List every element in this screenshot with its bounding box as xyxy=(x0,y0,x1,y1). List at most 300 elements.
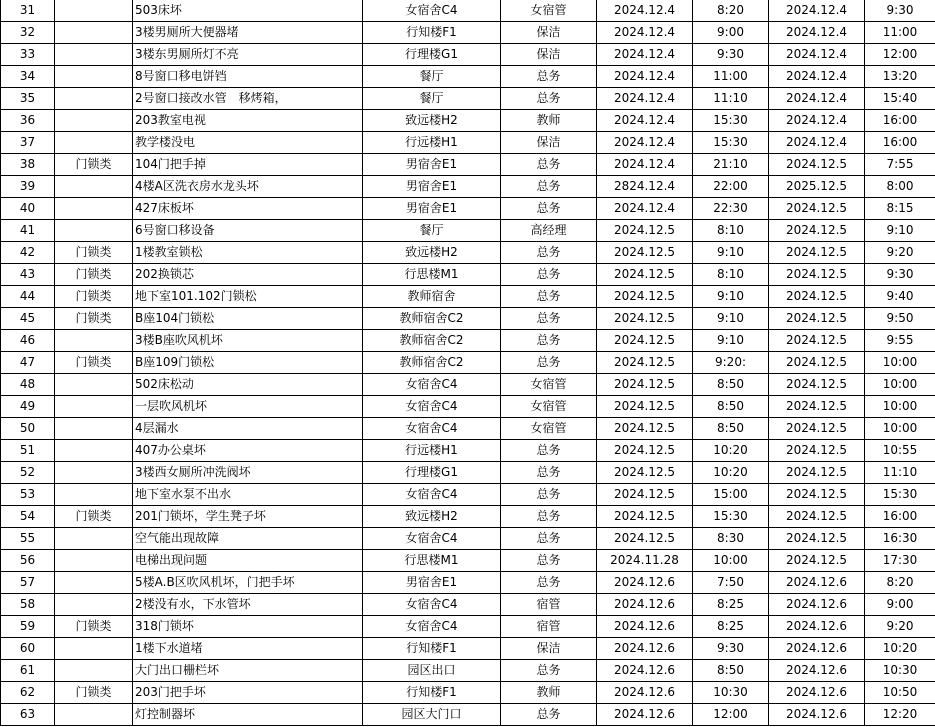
location-cell: 女宿舍C4 xyxy=(363,594,501,616)
row-number-cell: 63 xyxy=(1,704,55,726)
completion-time-cell: 9:30 xyxy=(865,0,935,22)
category-cell xyxy=(55,572,133,594)
row-number-cell: 57 xyxy=(1,572,55,594)
reporter-cell: 女宿管 xyxy=(501,0,597,22)
report-time-cell: 8:50 xyxy=(693,418,769,440)
location-cell: 女宿舍C4 xyxy=(363,484,501,506)
report-date-cell: 2024.12.5 xyxy=(597,352,693,374)
category-cell xyxy=(55,110,133,132)
report-time-cell: 8:30 xyxy=(693,528,769,550)
completion-time-cell: 11:00 xyxy=(865,22,935,44)
completion-time-cell: 10:00 xyxy=(865,418,935,440)
completion-date-cell: 2024.12.6 xyxy=(769,572,865,594)
completion-time-cell: 15:30 xyxy=(865,484,935,506)
completion-date-cell: 2024.12.5 xyxy=(769,352,865,374)
category-cell xyxy=(55,594,133,616)
location-cell: 园区出口 xyxy=(363,660,501,682)
location-cell: 餐厅 xyxy=(363,88,501,110)
completion-time-cell: 11:10 xyxy=(865,462,935,484)
completion-time-cell: 15:40 xyxy=(865,88,935,110)
issue-description-cell: 3楼东男厕所灯不亮 xyxy=(133,44,363,66)
location-cell: 行理楼G1 xyxy=(363,44,501,66)
table-row xyxy=(1,506,935,528)
location-cell: 女宿舍C4 xyxy=(363,418,501,440)
completion-time-cell: 13:20 xyxy=(865,66,935,88)
reporter-cell: 总务 xyxy=(501,440,597,462)
report-time-cell: 15:30 xyxy=(693,506,769,528)
issue-description-cell: 大门出口栅栏坏 xyxy=(133,660,363,682)
issue-description-cell: 201门锁坏，学生凳子坏 xyxy=(133,506,363,528)
report-time-cell: 7:50 xyxy=(693,572,769,594)
row-number-cell: 56 xyxy=(1,550,55,572)
table-row xyxy=(1,484,935,506)
completion-time-cell: 9:20 xyxy=(865,616,935,638)
table-row xyxy=(1,396,935,418)
location-cell: 教师宿舍C2 xyxy=(363,330,501,352)
completion-date-cell: 2024.12.4 xyxy=(769,44,865,66)
row-number-cell: 61 xyxy=(1,660,55,682)
issue-description-cell: 4层漏水 xyxy=(133,418,363,440)
table-row xyxy=(1,308,935,330)
category-cell: 门锁类 xyxy=(55,264,133,286)
row-number-cell: 58 xyxy=(1,594,55,616)
row-number-cell: 43 xyxy=(1,264,55,286)
table-row xyxy=(1,198,935,220)
completion-date-cell: 2024.12.4 xyxy=(769,110,865,132)
completion-time-cell: 16:00 xyxy=(865,506,935,528)
report-date-cell: 2024.12.5 xyxy=(597,220,693,242)
completion-date-cell: 2024.12.4 xyxy=(769,0,865,22)
report-time-cell: 9:20: xyxy=(693,352,769,374)
report-time-cell: 22:00 xyxy=(693,176,769,198)
completion-date-cell: 2024.12.5 xyxy=(769,462,865,484)
report-time-cell: 15:30 xyxy=(693,110,769,132)
issue-description-cell: B座109门锁松 xyxy=(133,352,363,374)
reporter-cell: 保洁 xyxy=(501,22,597,44)
reporter-cell: 宿管 xyxy=(501,594,597,616)
category-cell xyxy=(55,374,133,396)
table-row xyxy=(1,220,935,242)
category-cell: 门锁类 xyxy=(55,682,133,704)
report-date-cell: 2024.12.5 xyxy=(597,528,693,550)
row-number-cell: 47 xyxy=(1,352,55,374)
issue-description-cell: 1楼教室锁松 xyxy=(133,242,363,264)
report-date-cell: 2024.12.4 xyxy=(597,88,693,110)
category-cell xyxy=(55,198,133,220)
table-row xyxy=(1,264,935,286)
issue-description-cell: B座104门锁松 xyxy=(133,308,363,330)
completion-date-cell: 2024.12.4 xyxy=(769,132,865,154)
completion-date-cell: 2024.12.6 xyxy=(769,638,865,660)
issue-description-cell: 1楼下水道堵 xyxy=(133,638,363,660)
location-cell: 女宿舍C4 xyxy=(363,528,501,550)
category-cell xyxy=(55,440,133,462)
report-time-cell: 10:00 xyxy=(693,550,769,572)
completion-time-cell: 12:00 xyxy=(865,44,935,66)
location-cell: 女宿舍C4 xyxy=(363,396,501,418)
row-number-cell: 49 xyxy=(1,396,55,418)
completion-time-cell: 10:00 xyxy=(865,352,935,374)
table-row xyxy=(1,88,935,110)
report-time-cell: 9:10 xyxy=(693,242,769,264)
completion-date-cell: 2024.12.5 xyxy=(769,198,865,220)
row-number-cell: 55 xyxy=(1,528,55,550)
report-time-cell: 11:10 xyxy=(693,88,769,110)
report-date-cell: 2024.12.6 xyxy=(597,638,693,660)
reporter-cell: 总务 xyxy=(501,660,597,682)
completion-date-cell: 2024.12.5 xyxy=(769,396,865,418)
completion-date-cell: 2024.12.5 xyxy=(769,440,865,462)
report-date-cell: 2024.12.4 xyxy=(597,0,693,22)
report-date-cell: 2024.12.5 xyxy=(597,418,693,440)
category-cell: 门锁类 xyxy=(55,616,133,638)
report-date-cell: 2024.12.5 xyxy=(597,374,693,396)
report-date-cell: 2024.12.5 xyxy=(597,440,693,462)
category-cell xyxy=(55,528,133,550)
location-cell: 餐厅 xyxy=(363,220,501,242)
table-row xyxy=(1,154,935,176)
row-number-cell: 35 xyxy=(1,88,55,110)
location-cell: 行知楼F1 xyxy=(363,638,501,660)
completion-time-cell: 8:00 xyxy=(865,176,935,198)
issue-description-cell: 地下室101.102门锁松 xyxy=(133,286,363,308)
location-cell: 餐厅 xyxy=(363,66,501,88)
reporter-cell: 女宿管 xyxy=(501,396,597,418)
row-number-cell: 62 xyxy=(1,682,55,704)
report-date-cell: 2024.12.4 xyxy=(597,198,693,220)
report-time-cell: 8:10 xyxy=(693,220,769,242)
location-cell: 女宿舍C4 xyxy=(363,0,501,22)
report-time-cell: 9:30 xyxy=(693,44,769,66)
category-cell xyxy=(55,22,133,44)
issue-description-cell: 一层吹风机坏 xyxy=(133,396,363,418)
completion-date-cell: 2024.12.5 xyxy=(769,550,865,572)
row-number-cell: 44 xyxy=(1,286,55,308)
table-row xyxy=(1,638,935,660)
category-cell xyxy=(55,66,133,88)
completion-date-cell: 2024.12.6 xyxy=(769,682,865,704)
completion-date-cell: 2024.12.6 xyxy=(769,660,865,682)
completion-date-cell: 2024.12.5 xyxy=(769,308,865,330)
location-cell: 男宿舍E1 xyxy=(363,198,501,220)
row-number-cell: 48 xyxy=(1,374,55,396)
issue-description-cell: 电梯出现问题 xyxy=(133,550,363,572)
row-number-cell: 33 xyxy=(1,44,55,66)
reporter-cell: 总务 xyxy=(501,352,597,374)
location-cell: 行知楼F1 xyxy=(363,22,501,44)
category-cell xyxy=(55,88,133,110)
completion-date-cell: 2024.12.4 xyxy=(769,22,865,44)
category-cell: 门锁类 xyxy=(55,308,133,330)
completion-time-cell: 10:30 xyxy=(865,660,935,682)
issue-description-cell: 502床松动 xyxy=(133,374,363,396)
location-cell: 女宿舍C4 xyxy=(363,616,501,638)
report-date-cell: 2024.12.4 xyxy=(597,154,693,176)
report-time-cell: 8:25 xyxy=(693,594,769,616)
issue-description-cell: 407办公桌坏 xyxy=(133,440,363,462)
category-cell xyxy=(55,0,133,22)
issue-description-cell: 3楼西女厕所冲洗阀坏 xyxy=(133,462,363,484)
report-date-cell: 2024.12.5 xyxy=(597,242,693,264)
reporter-cell: 总务 xyxy=(501,154,597,176)
category-cell xyxy=(55,550,133,572)
report-date-cell: 2024.12.6 xyxy=(597,616,693,638)
reporter-cell: 总务 xyxy=(501,286,597,308)
row-number-cell: 53 xyxy=(1,484,55,506)
location-cell: 男宿舍E1 xyxy=(363,572,501,594)
completion-time-cell: 10:20 xyxy=(865,638,935,660)
location-cell: 园区大门口 xyxy=(363,704,501,726)
issue-description-cell: 318门锁坏 xyxy=(133,616,363,638)
report-time-cell: 9:10 xyxy=(693,330,769,352)
report-date-cell: 2024.12.6 xyxy=(597,594,693,616)
report-date-cell: 2024.12.5 xyxy=(597,264,693,286)
row-number-cell: 59 xyxy=(1,616,55,638)
issue-description-cell: 灯控制器坏 xyxy=(133,704,363,726)
category-cell xyxy=(55,704,133,726)
table-row xyxy=(1,440,935,462)
issue-description-cell: 2楼没有水，下水管坏 xyxy=(133,594,363,616)
completion-time-cell: 16:30 xyxy=(865,528,935,550)
row-number-cell: 31 xyxy=(1,0,55,22)
table-row xyxy=(1,572,935,594)
location-cell: 致远楼H2 xyxy=(363,242,501,264)
location-cell: 致远楼H2 xyxy=(363,506,501,528)
table-row xyxy=(1,110,935,132)
completion-date-cell: 2024.12.5 xyxy=(769,154,865,176)
completion-time-cell: 16:00 xyxy=(865,132,935,154)
reporter-cell: 总务 xyxy=(501,66,597,88)
completion-time-cell: 10:50 xyxy=(865,682,935,704)
category-cell xyxy=(55,132,133,154)
report-date-cell: 2024.12.4 xyxy=(597,110,693,132)
table-row xyxy=(1,616,935,638)
report-date-cell: 2024.12.4 xyxy=(597,66,693,88)
reporter-cell: 总务 xyxy=(501,704,597,726)
report-time-cell: 12:00 xyxy=(693,704,769,726)
completion-time-cell: 9:40 xyxy=(865,286,935,308)
table-row xyxy=(1,528,935,550)
issue-description-cell: 5楼A.B区吹风机坏，门把手坏 xyxy=(133,572,363,594)
completion-time-cell: 16:00 xyxy=(865,110,935,132)
completion-date-cell: 2024.12.5 xyxy=(769,506,865,528)
completion-date-cell: 2024.12.5 xyxy=(769,418,865,440)
table-row xyxy=(1,660,935,682)
completion-time-cell: 9:10 xyxy=(865,220,935,242)
reporter-cell: 总务 xyxy=(501,308,597,330)
row-number-cell: 52 xyxy=(1,462,55,484)
category-cell: 门锁类 xyxy=(55,242,133,264)
table-row xyxy=(1,22,935,44)
issue-description-cell: 104门把手掉 xyxy=(133,154,363,176)
category-cell xyxy=(55,396,133,418)
reporter-cell: 总务 xyxy=(501,88,597,110)
location-cell: 行远楼H1 xyxy=(363,440,501,462)
report-time-cell: 8:20 xyxy=(693,0,769,22)
reporter-cell: 总务 xyxy=(501,484,597,506)
table-row xyxy=(1,352,935,374)
completion-time-cell: 8:15 xyxy=(865,198,935,220)
report-time-cell: 21:10 xyxy=(693,154,769,176)
completion-time-cell: 9:55 xyxy=(865,330,935,352)
category-cell xyxy=(55,638,133,660)
category-cell xyxy=(55,330,133,352)
report-date-cell: 2024.12.5 xyxy=(597,462,693,484)
completion-date-cell: 2024.12.5 xyxy=(769,242,865,264)
category-cell: 门锁类 xyxy=(55,286,133,308)
location-cell: 行理楼G1 xyxy=(363,462,501,484)
completion-time-cell: 8:20 xyxy=(865,572,935,594)
completion-date-cell: 2024.12.5 xyxy=(769,264,865,286)
report-time-cell: 10:30 xyxy=(693,682,769,704)
issue-description-cell: 202换锁芯 xyxy=(133,264,363,286)
category-cell xyxy=(55,660,133,682)
report-date-cell: 2024.12.6 xyxy=(597,704,693,726)
report-time-cell: 15:30 xyxy=(693,132,769,154)
category-cell xyxy=(55,176,133,198)
table-row xyxy=(1,462,935,484)
report-time-cell: 10:20 xyxy=(693,440,769,462)
report-time-cell: 8:50 xyxy=(693,374,769,396)
location-cell: 行思楼M1 xyxy=(363,264,501,286)
reporter-cell: 总务 xyxy=(501,550,597,572)
location-cell: 行远楼H1 xyxy=(363,132,501,154)
issue-description-cell: 空气能出现故障 xyxy=(133,528,363,550)
table-row xyxy=(1,66,935,88)
row-number-cell: 60 xyxy=(1,638,55,660)
reporter-cell: 教师 xyxy=(501,110,597,132)
reporter-cell: 总务 xyxy=(501,264,597,286)
row-number-cell: 39 xyxy=(1,176,55,198)
row-number-cell: 45 xyxy=(1,308,55,330)
completion-date-cell: 2024.12.6 xyxy=(769,704,865,726)
row-number-cell: 38 xyxy=(1,154,55,176)
table-row xyxy=(1,286,935,308)
reporter-cell: 总务 xyxy=(501,506,597,528)
issue-description-cell: 6号窗口移设备 xyxy=(133,220,363,242)
completion-time-cell: 7:55 xyxy=(865,154,935,176)
completion-date-cell: 2024.12.5 xyxy=(769,286,865,308)
row-number-cell: 42 xyxy=(1,242,55,264)
report-time-cell: 9:10 xyxy=(693,286,769,308)
issue-description-cell: 2号窗口接改水管 移烤箱， xyxy=(133,88,363,110)
completion-time-cell: 10:55 xyxy=(865,440,935,462)
report-date-cell: 2024.12.4 xyxy=(597,44,693,66)
reporter-cell: 保洁 xyxy=(501,638,597,660)
reporter-cell: 总务 xyxy=(501,462,597,484)
completion-date-cell: 2024.12.5 xyxy=(769,484,865,506)
row-number-cell: 46 xyxy=(1,330,55,352)
completion-time-cell: 12:20 xyxy=(865,704,935,726)
completion-date-cell: 2024.12.5 xyxy=(769,220,865,242)
table-row xyxy=(1,682,935,704)
report-time-cell: 15:00 xyxy=(693,484,769,506)
issue-description-cell: 503床坏 xyxy=(133,0,363,22)
completion-date-cell: 2024.12.6 xyxy=(769,594,865,616)
completion-time-cell: 9:00 xyxy=(865,594,935,616)
completion-date-cell: 2024.12.5 xyxy=(769,528,865,550)
completion-date-cell: 2024.12.6 xyxy=(769,616,865,638)
reporter-cell: 总务 xyxy=(501,572,597,594)
category-cell xyxy=(55,462,133,484)
report-date-cell: 2024.12.6 xyxy=(597,660,693,682)
issue-description-cell: 8号窗口移电饼铛 xyxy=(133,66,363,88)
reporter-cell: 保洁 xyxy=(501,132,597,154)
issue-description-cell: 427床板坏 xyxy=(133,198,363,220)
reporter-cell: 保洁 xyxy=(501,44,597,66)
report-date-cell: 2024.12.5 xyxy=(597,396,693,418)
table-row xyxy=(1,594,935,616)
report-date-cell: 2024.12.6 xyxy=(597,572,693,594)
report-date-cell: 2024.12.5 xyxy=(597,484,693,506)
report-date-cell: 2024.12.4 xyxy=(597,22,693,44)
report-time-cell: 8:50 xyxy=(693,660,769,682)
table-row xyxy=(1,176,935,198)
reporter-cell: 总务 xyxy=(501,528,597,550)
issue-description-cell: 3楼B座吹风机坏 xyxy=(133,330,363,352)
report-time-cell: 8:10 xyxy=(693,264,769,286)
report-time-cell: 11:00 xyxy=(693,66,769,88)
location-cell: 行知楼F1 xyxy=(363,682,501,704)
completion-date-cell: 2024.12.4 xyxy=(769,66,865,88)
category-cell xyxy=(55,484,133,506)
row-number-cell: 34 xyxy=(1,66,55,88)
reporter-cell: 高经理 xyxy=(501,220,597,242)
location-cell: 致远楼H2 xyxy=(363,110,501,132)
table-row xyxy=(1,242,935,264)
report-date-cell: 2824.12.4 xyxy=(597,176,693,198)
completion-time-cell: 9:20 xyxy=(865,242,935,264)
reporter-cell: 总务 xyxy=(501,198,597,220)
report-time-cell: 9:30 xyxy=(693,638,769,660)
row-number-cell: 51 xyxy=(1,440,55,462)
issue-description-cell: 203门把手坏 xyxy=(133,682,363,704)
category-cell: 门锁类 xyxy=(55,352,133,374)
table-body xyxy=(1,0,935,726)
category-cell xyxy=(55,220,133,242)
table-row xyxy=(1,418,935,440)
location-cell: 教师宿舍C2 xyxy=(363,352,501,374)
row-number-cell: 41 xyxy=(1,220,55,242)
location-cell: 女宿舍C4 xyxy=(363,374,501,396)
report-time-cell: 9:10 xyxy=(693,308,769,330)
issue-description-cell: 地下室水泵不出水 xyxy=(133,484,363,506)
completion-time-cell: 17:30 xyxy=(865,550,935,572)
completion-date-cell: 2024.12.5 xyxy=(769,330,865,352)
location-cell: 男宿舍E1 xyxy=(363,176,501,198)
table-row xyxy=(1,0,935,22)
issue-description-cell: 教学楼没电 xyxy=(133,132,363,154)
table-row xyxy=(1,330,935,352)
reporter-cell: 宿管 xyxy=(501,616,597,638)
reporter-cell: 女宿管 xyxy=(501,418,597,440)
issue-description-cell: 4楼A区洗衣房水龙头坏 xyxy=(133,176,363,198)
location-cell: 男宿舍E1 xyxy=(363,154,501,176)
completion-time-cell: 10:00 xyxy=(865,396,935,418)
issue-description-cell: 203教室电视 xyxy=(133,110,363,132)
report-time-cell: 9:00 xyxy=(693,22,769,44)
table-row xyxy=(1,374,935,396)
row-number-cell: 36 xyxy=(1,110,55,132)
table-row xyxy=(1,132,935,154)
report-date-cell: 2024.12.5 xyxy=(597,506,693,528)
report-date-cell: 2024.12.5 xyxy=(597,330,693,352)
report-date-cell: 2024.11.28 xyxy=(597,550,693,572)
category-cell: 门锁类 xyxy=(55,506,133,528)
report-time-cell: 8:50 xyxy=(693,396,769,418)
category-cell: 门锁类 xyxy=(55,154,133,176)
reporter-cell: 教师 xyxy=(501,682,597,704)
